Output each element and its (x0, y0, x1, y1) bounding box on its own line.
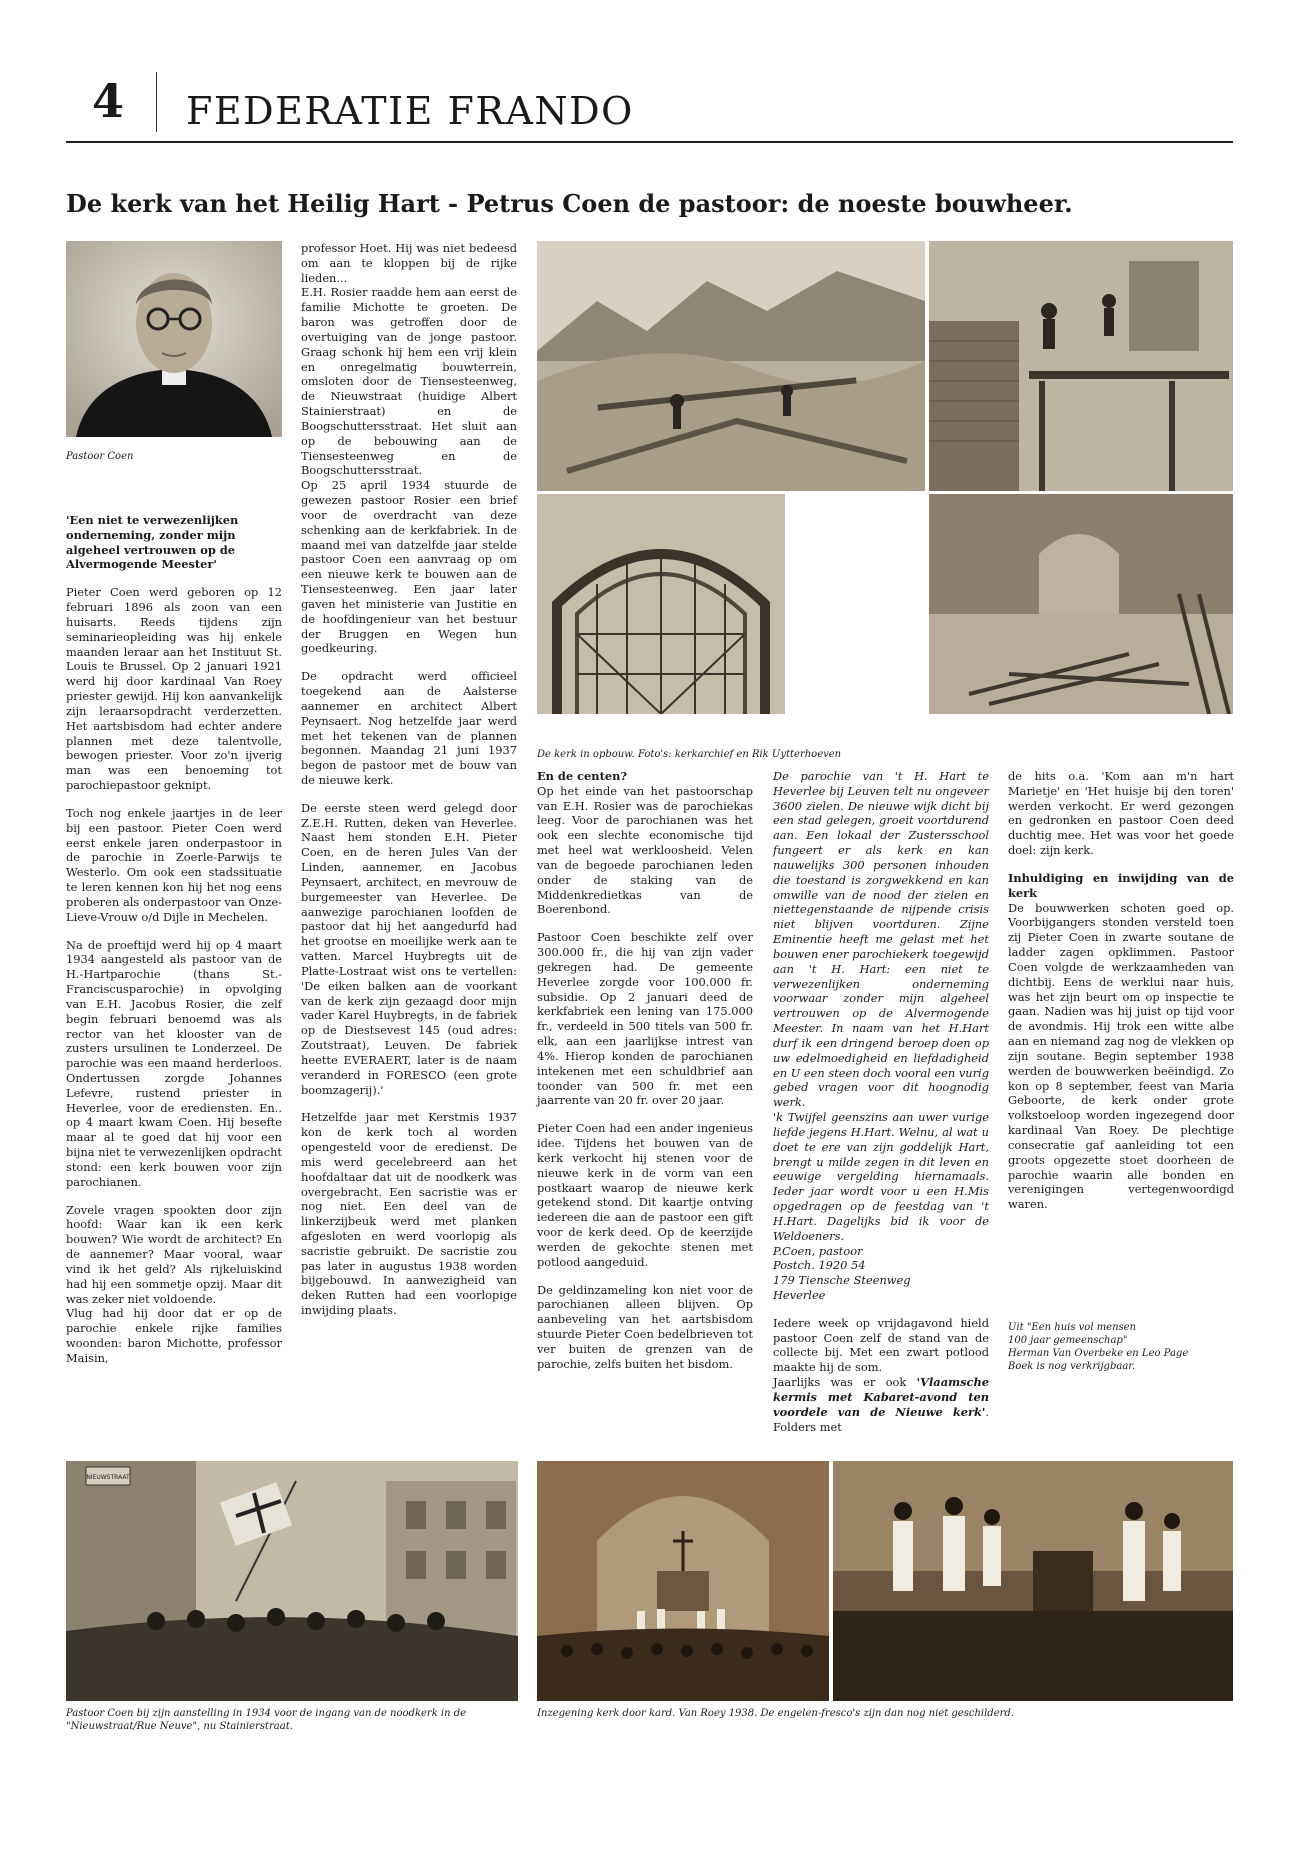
article-column-1 (66, 513, 282, 1433)
article-column-5 (1008, 769, 1234, 1319)
installation-caption: Pastoor Coen bij zijn aanstelling in 1934 voor de ingang van de noodkerk in de "Nieuwstraat/Rue Neuve", nu Stainierstraat. (66, 1708, 467, 1732)
letter-signature: 179 Tiensche Steenweg (773, 1273, 911, 1288)
headline: De kerk van het Heilig Hart - Petrus Coen de pastoor: de noeste bouwheer. (66, 189, 1073, 218)
source-line: Herman Van Overbeke en Leo Page (1008, 1348, 1189, 1359)
article-column-4 (773, 769, 989, 1437)
paragraph: De eerste steen werd gelegd door Z.E.H. Rutten, deken van Heverlee. Naast hem stonden E.H. Pieter Coen, en de heren Jules Van der Linden, aannemer, en Jacobus Peynsaert, architect, en mevrouw de burgemeester van Heverlee. De aanwezige parochianen loofden de pastoor dat hij het aangedurfd had het grootse en moeilijke werk aan te vatten. Marcel Huybregts uit de Platte-Lostraat wist ons te vertellen: 'De eiken balken aan de voorkant van de kerk zijn gezaagd door mijn vader Karel Huybregts, in de fabriek op de Diestsevest 145 (oud adres: Zoutstraat), Leuven. De fabriek heette EVERAERT, later is de naam veranderd in FORESCO (een grote boomzagerij).' (301, 800, 517, 1097)
construction-photo-3 (537, 494, 785, 714)
paragraph: Pieter Coen had een ander ingenieus idee. Tijdens het bouwen van de kerk verkocht hij stenen voor de nieuwe kerk in de vorm van een postkaart waarop de nieuwe kerk getekend stond. Dit kaartje ontving iedereen die aan de pastoor een gift voor de kerk deed. Op de keerzijde werden de gekochte stenen met potlood aangeduid. (537, 1121, 753, 1269)
construction-photo-2 (929, 241, 1233, 491)
paragraph: Pieter Coen werd geboren op 12 februari 1896 als zoon van een huisarts. Reeds tijdens zijn seminarieopleiding was hij enkele maanden leraar aan het Instituut St. Louis te Brussel. Op 2 januari 1921 werd hij door kardinaal Van Roey priester gewijd. Hij kon aanvankelijk zijn leraarsopdracht verderzetten. Het aartsbisdom had echter andere plannen met deze talentvolle, bewogen priester. Voor zo'n ijverig man was een benoeming tot parochiepastoor geknipt. (66, 585, 282, 793)
source-line: Boek is nog verkrijgbaar. (1008, 1361, 1136, 1372)
letter-paragraph: 'k Twijfel geenszins aan uwer vurige liefde jegens H.Hart. Welnu, al wat u doet te ere van zijn goddelijk Hart, brengt u milde zegen in dit leven en eeuwige vergelding hiernamaals. Ieder jaar wordt voor u een H.Mis opgedragen op de feestdag van 't H.Hart. Dagelijks bid ik voor de Weldoeners. (773, 1110, 989, 1243)
paragraph: Hetzelfde jaar met Kerstmis 1937 kon de kerk toch al worden opengesteld voor de eredienst. De mis werd gecelebreerd aan het hoofdaltaar dat uit de noodkerk was overgebracht. Een sacristie was er nog niet. Een deel van de linkerzijbeuk werd met planken afgesloten en werd voorlopig als sacristie gebruikt. De sacristie zou pas later in augustus 1938 worden bijgebouwd. In aanwezigheid van deken Rutten had een voorlopige inwijding plaats. (301, 1110, 517, 1318)
source-line: 100 jaar gemeenschap" (1008, 1335, 1128, 1346)
consecration-photo-1 (537, 1461, 829, 1701)
article-column-3 (537, 769, 753, 1437)
construction-photo-4 (929, 494, 1233, 714)
street-sign-text: NIEUWSTRAAT (86, 1474, 130, 1481)
paragraph: Op 25 april 1934 stuurde de gewezen pastoor Rosier een brief voor de overdracht van deze schenking aan de kerkfabriek. In de maand mei van datzelfde jaar stelde pastoor Coen een aanvraag op om een nieuwe kerk te bouwen aan de Tiensesteenweg. Een jaar later gaven het ministerie van Justitie en de hoofdingenieur van het bestuur der Bruggen en Wegen hun goedkeuring. (301, 478, 517, 656)
paragraph: Pastoor Coen beschikte zelf over 300.000 fr., die hij van zijn vader gekregen had. De gemeente Heverlee zorgde voor 100.000 fr. subsidie. Op 2 januari deed de kerkfabriek een lening van 175.000 fr., verdeeld in 500 titels van 500 fr. elk, aan een jaarlijkse intrest van 4%. Hierop konden de parochianen intekenen met een schuldbrief aan toonder van 500 fr. met een jaarrente van 20 fr. over 20 jaar. (537, 930, 753, 1108)
masthead: FEDERATIE FRANDO (186, 89, 634, 133)
event-name: 'Vlaamsche kermis met Kabaret-avond ten voordele van de Nieuwe kerk' (773, 1375, 989, 1419)
header-divider (156, 72, 157, 132)
paragraph-text: Jaarlijks was er ook (773, 1375, 917, 1390)
construction-caption: De kerk in opbouw. Foto's: kerkarchief en Rik Uytterhoeven (537, 749, 842, 760)
consecration-photo-2 (833, 1461, 1233, 1701)
installation-photo (66, 1461, 518, 1701)
portrait-caption: Pastoor Coen (66, 451, 134, 462)
header-rule (66, 141, 1233, 143)
letter-signature: Heverlee (773, 1287, 826, 1302)
paragraph: professor Hoet. Hij was niet bedeesd om aan te kloppen bij de rijke lieden... (301, 241, 517, 285)
paragraph: De bouwwerken schoten goed op. Voorbijgangers stonden versteld toen zij Pieter Coen in zwarte soutane de ladder zagen opklimmen. Pastoor Coen volgde de werkzaamheden van dichtbij. Eens de werklui naar huis, was het zijn beurt om op inspectie te gaan. Nadien was hij juist op tijd voor de avondmis. Hij trok een witte albe aan en niemand zag nog de vlekken op zijn soutane. Begin september 1938 werden de bouwwerken beëindigd. Zo kon op 8 september, feest van Maria Geboorte, de kerk onder grote volkstoeloop worden ingezegend door kardinaal Van Roey. De plechtige consecratie gaf aanleiding tot een groots opgezette stoet doorheen de parochie waarin alle bonden en verenigingen vertegenwoordigd waren. (1008, 900, 1234, 1212)
subheading: Inhuldiging en inwijding van de kerk (1008, 870, 1234, 900)
construction-photo-1 (537, 241, 925, 491)
letter-paragraph: De parochie van 't H. Hart te Heverlee bij Leuven telt nu ongeveer 3600 zielen. De nieuwe wijk dicht bij een stad gelegen, groeit voortdurend aan. Een lokaal der Zustersschool fungeert er als kerk en kan nauwelijks 300 personen inhouden die toestand is zorgwekkend en kan omwille van de nood der zielen en niettegenstaande de nijpende crisis niet blijven voortduren. Zijne Eminentie heeft me gelast met het bouwen ener parochiekerk toegewijd aan 't H. Hart: een niet te verwezenlijken onderneming voorwaar zonder mijn algeheel vertrouwen op de Alvermogende Meester. In naam van het H.Hart durf ik een dringend beroep doen op uw edelmoedigheid en liefdadigheid en U een steen doch vooral een vurig gebed vragen voor dit hoognodig werk. (773, 769, 989, 1110)
paragraph (773, 1375, 989, 1434)
page-number: 4 (92, 74, 125, 128)
portrait-photo (66, 241, 282, 437)
paragraph: Toch nog enkele jaartjes in de leer bij een pastoor. Pieter Coen werd eerst enkele jaren onderpastoor in de parochie in Zoerle-Parwijs te Westerlo. Om ook een stadssituatie te leren kennen kon hij het nog eens proberen als onderpastoor van Onze-Lieve-Vrouw o/d Dijle in Mechelen. (66, 805, 282, 924)
paragraph: Op het einde van het pastoorschap van E.H. Rosier was de parochiekas leeg. Voor de parochianen was het ook een slechte economische tijd met heel wat werkloosheid. Velen van de begoede parochianen leden onder de staking van de Middenkredietkas van de Boerenbond. (537, 783, 753, 917)
consecration-caption: Inzegening kerk door kard. Van Roey 1938. De engelen-fresco's zijn dan nog niet geschilderd. (537, 1708, 1014, 1719)
pull-quote: 'Een niet te verwezenlijken onderneming, zonder mijn algeheel vertrouwen op de Alvermogende Meester' (66, 513, 239, 572)
paragraph: Vlug had hij door dat er op de parochie enkele rijke families woonden: baron Michotte, professor Maisin, (66, 1306, 282, 1365)
source-credit (1008, 1321, 1234, 1373)
paragraph: Zovele vragen spookten door zijn hoofd: Waar kan ik een kerk bouwen? Wie wordt de architect? En de aannemer? Maar vooral, waar vind ik het geld? Als rijkeluiskind had hij een sommetje opzij. Maar dit was zeker niet voldoende. (66, 1202, 282, 1306)
article-column-2 (301, 241, 517, 1433)
paragraph-text: . Folders met (773, 1404, 989, 1434)
source-line: Uit "Een huis vol mensen (1008, 1322, 1137, 1333)
paragraph: Iedere week op vrijdagavond hield pastoor Coen zelf de stand van de collecte bij. Met een zwart potlood maakte hij de som. (773, 1315, 989, 1375)
subheading: En de centen? (537, 769, 628, 783)
paragraph: De geldinzameling kon niet voor de parochianen alleen blijven. Op aanbeveling van het aartsbisdom stuurde Pieter Coen bedelbrieven tot ver buiten de grenzen van de parochie, zelfs buiten het bisdom. (537, 1282, 753, 1371)
letter-signature: P.Coen, pastoor (773, 1243, 863, 1258)
paragraph: E.H. Rosier raadde hem aan eerst de familie Michotte te groeten. De baron was getroffen door de overtuiging van de jonge pastoor. Graag schonk hij hem een vrij klein en onregelmatig bouwterrein, omsloten door de Tiensesteenweg, de Nieuwstraat (huidige Albert Stainierstraat) en de Boogschuttersstraat. Het sluit aan op de bebouwing aan de Tiensesteenweg en de Boogschuttersstraat. (301, 285, 517, 478)
letter-signature: Postch. 1920 54 (773, 1258, 866, 1273)
paragraph: Na de proeftijd werd hij op 4 maart 1934 aangesteld als pastoor van de H.-Hartparochie (thans St.-Franciscusparochie) in opvolging van E.H. Jacobus Rosier, die zelf begin februari benoemd was als rector van het klooster van de zusters ursulinen te Londerzeel. De parochie was een maand herderloos. Ondertussen zorgde Johannes Lefevre, rustend priester in Heverlee, voor de erediensten. En.. op 4 maart kwam Coen. Hij besefte maar al te goed dat hij voor een bijna niet te verwezenlijken opdracht stond: een kerk bouwen voor zijn parochianen. (66, 937, 282, 1189)
paragraph: De opdracht werd officieel toegekend aan de Aalsterse aannemer en architect Albert Peynsaert. Nog hetzelfde jaar werd met het tekenen van de plannen begonnen. Maandag 21 juni 1937 begon de pastoor met de bouw van de nieuwe kerk. (301, 669, 517, 787)
paragraph: de hits o.a. 'Kom aan m'n hart Marietje' en 'Het huisje bij den toren' werden verkocht. Er werd gezongen en gedronken en pastoor Coen deed duchtig mee. Het was voor het goede doel: zijn kerk. (1008, 769, 1234, 858)
